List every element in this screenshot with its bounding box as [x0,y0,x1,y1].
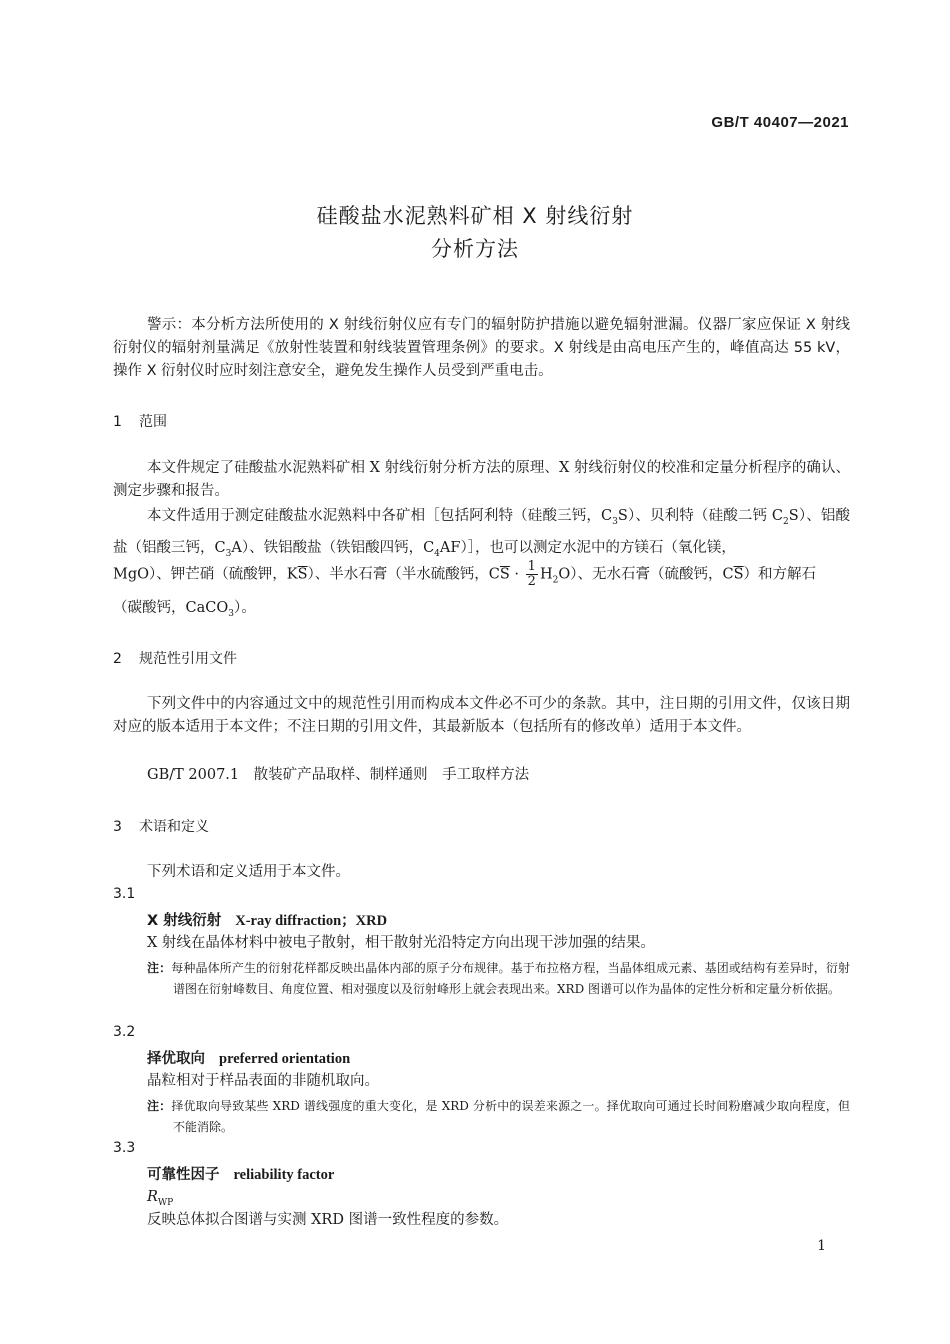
subscript: 3 [228,608,234,619]
text-run: （碳酸钙，CaCO [113,600,229,616]
section-title: 范围 [139,414,167,430]
subscript: 2 [783,516,789,527]
fraction-numerator: 1 [527,559,536,574]
text-run: 本文件适用于测定硅酸盐水泥熟料中各矿相［包括阿利特（硅酸三钙，C [147,508,613,524]
term-english: preferred orientation [219,1051,351,1067]
term-chinese: 可靠性因子 [147,1167,220,1183]
section-number: 1 [113,414,122,430]
scope-paragraph-2 [113,503,850,567]
text-run: ）和方解石 [743,566,816,583]
refs-paragraph: 下列文件中的内容通过文中的规范性引用而构成本文件必不可少的条款。其中，注日期的引用文件，仅该日期对应的版本适用于本文件；不注日期的引用文件，其最新版本（包括所有的修改单）适用于本文件。 [113,696,850,735]
fraction-denominator: 2 [527,574,536,589]
overlined-s: $\overline{S}$ [297,566,308,583]
scope-paragraph-1: 本文件规定了硅酸盐水泥熟料矿相 X 射线衍射分析方法的原理、X 射线衍射仪的校准和定量分析程序的确认、测定步骤和报告。 [113,460,850,499]
text-run: H [539,566,553,583]
text-run: · [509,566,524,583]
term-number: 3.3 [113,1140,136,1156]
document-title-line2: 分析方法 [431,237,519,261]
subscript: 4 [434,548,440,559]
standard-code: GB/T 40407—2021 [711,114,849,131]
note-label: 注： [147,1099,172,1113]
note-text: 择优取向导致某些 XRD 谱线强度的重大变化，是 XRD 分析中的误差来源之一。择优取向可通过长时间粉磨减少取向程度，但不能消除。 [171,1099,850,1134]
term-note [147,1096,850,1138]
subscript: 3 [225,548,232,559]
section-1-heading [113,411,167,431]
term-english: X-ray diffraction；XRD [235,913,388,929]
text-run: MgO）、钾芒硝（硫酸钾，K [113,566,298,583]
symbol-letter: R [147,1189,158,1205]
note-text: 每种晶体所产生的衍射花样都反映出晶体内部的原子分布规律。基于布拉格方程，当晶体组成元素、基团或结构有差异时，衍射谱图在衍射峰数目、角度位置、相对强度以及衍射峰形上就会表现出来。XRD 图谱可以作为晶体的定性分析和定量分析依据。 [171,961,850,996]
subscript: 3 [612,516,618,527]
term-number: 3.2 [113,1024,136,1040]
term-heading [147,909,387,930]
term-chinese: 择优取向 [147,1051,205,1067]
term-english: reliability factor [233,1167,335,1183]
page-number: 1 [817,1238,826,1254]
overlined-s: $\overline{S}$ [499,566,510,583]
scope-paragraph-2-cont [113,560,850,592]
section-3-heading [113,816,209,836]
note-label: 注： [147,961,172,975]
term-chinese: X 射线衍射 [147,913,222,929]
document-title-line1: 硅酸盐水泥熟料矿相 X 射线衍射 [316,204,634,228]
text-run: O）、无水石膏（硫酸钙，C [558,566,734,583]
term-heading [147,1163,334,1184]
symbol-subscript: WP [157,1197,174,1208]
term-number: 3.1 [113,886,136,902]
section-title: 术语和定义 [139,819,209,835]
text-run: AF）］，也可以测定水泥中的方镁石（氧化镁， [439,539,736,556]
scope-paragraph-2-end [113,597,256,626]
text-run: S）、铝酸盐（铝酸三钙，C [113,508,851,556]
term-note [147,958,850,1000]
fraction-half [526,560,538,589]
term-heading [147,1047,350,1068]
text-run: ）、半水石膏（半水硫酸钙，C [307,566,500,583]
section-number: 2 [113,651,122,667]
text-run: A）、铁铝酸盐（铁铝酸四钙，C [231,539,435,556]
reference-item: GB/T 2007.1 散装矿产品取样、制样通则 手工取样方法 [147,767,530,783]
term-definition: 晶粒相对于样品表面的非随机取向。 [147,1073,379,1089]
text-run: S）、贝利特（硅酸二钙 C [617,508,783,524]
term-definition: X 射线在晶体材料中被电子散射，相干散射光沿特定方向出现干涉加强的结果。 [147,935,655,951]
warning-paragraph: 警示：本分析方法所使用的 X 射线衍射仪应有专门的辐射防护措施以避免辐射泄漏。仪器厂家应保证 X 射线衍射仪的辐射剂量满足《放射性装置和射线装置管理条例》的要求。X 射线是由高电压产生的，峰值高达 55 kV，操作 X 衍射仪时应时刻注意安全，避免发生操作人员受到严重电击。 [113,317,850,379]
text-run: ）。 [233,600,256,616]
terms-intro: 下列术语和定义适用于本文件。 [147,864,350,880]
overlined-s: $\overline{S}$ [733,566,744,583]
section-number: 3 [113,819,122,835]
term-definition: 反映总体拟合图谱与实测 XRD 图谱一致性程度的参数。 [147,1212,509,1228]
subscript: 2 [552,575,559,586]
section-2-heading [113,648,237,668]
section-title: 规范性引用文件 [139,651,237,667]
